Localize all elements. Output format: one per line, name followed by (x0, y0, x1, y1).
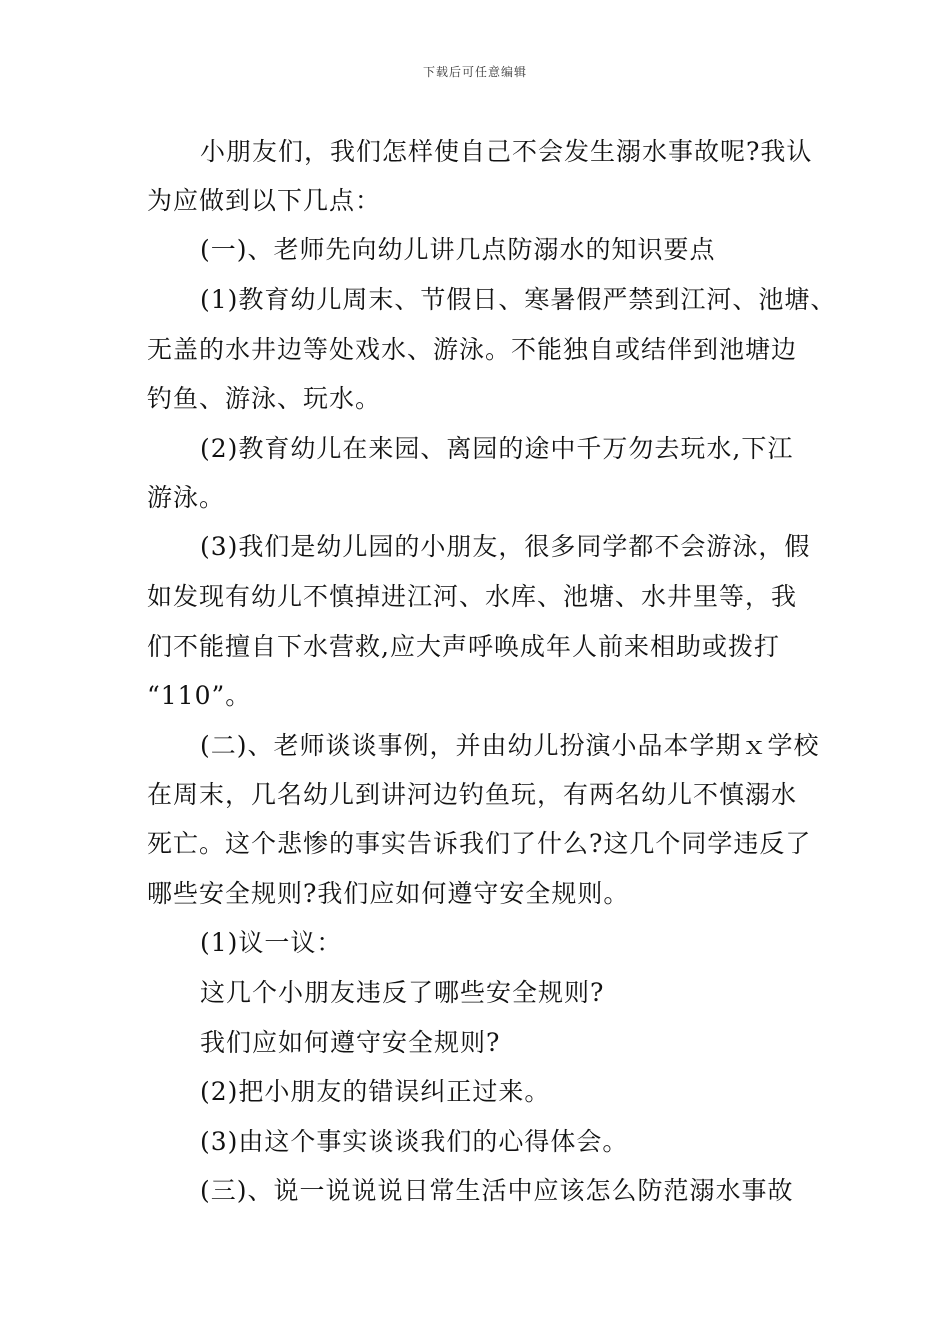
paragraph-line: (1)教育幼儿周末、节假日、寒暑假严禁到江河、池塘、 (200, 285, 837, 314)
paragraph-line: (3)我们是幼儿园的小朋友，很多同学都不会游泳，假 (200, 532, 811, 561)
paragraph-line: 在周末，几名幼儿到讲河边钓鱼玩，有两名幼儿不慎溺水 (147, 780, 798, 809)
paragraph-line: “110”。 (147, 681, 252, 710)
paragraph-line: 无盖的水井边等处戏水、游泳。不能独自或结伴到池塘边 (147, 335, 798, 364)
paragraph-line: 们不能擅自下水营救,应大声呼唤成年人前来相助或拨打 (147, 632, 780, 661)
page-header: 下载后可任意编辑 (422, 65, 527, 79)
paragraph-line: 哪些安全规则?我们应如何遵守安全规则。 (147, 879, 630, 908)
paragraph-line: 小朋友们，我们怎样使自己不会发生溺水事故呢?我认 (200, 137, 813, 166)
paragraph-line: (1)议一议： (200, 928, 343, 957)
paragraph-line: (二)、老师谈谈事例，并由幼儿扮演小品本学期ｘ学校 (200, 731, 820, 760)
paragraph-line: 如发现有幼儿不慎掉进江河、水库、池塘、水井里等，我 (147, 582, 798, 611)
paragraph-line: 钓鱼、游泳、玩水。 (147, 384, 382, 413)
paragraph-line: (一)、老师先向幼儿讲几点防溺水的知识要点 (200, 235, 716, 264)
paragraph-line: (3)由这个事实谈谈我们的心得体会。 (200, 1127, 629, 1156)
paragraph-line: (2)教育幼儿在来园、离园的途中千万勿去玩水,下江 (200, 434, 794, 463)
paragraph-line: 我们应如何遵守安全规则? (200, 1028, 501, 1057)
paragraph-line: (三)、说一说说说日常生活中应该怎么防范溺水事故 (200, 1176, 794, 1205)
paragraph-line: 这几个小朋友违反了哪些安全规则? (200, 978, 605, 1007)
paragraph-line: 死亡。这个悲惨的事实告诉我们了什么?这几个同学违反了 (147, 829, 812, 858)
paragraph-line: 为应做到以下几点： (147, 186, 382, 215)
paragraph-line: (2)把小朋友的错误纠正过来。 (200, 1077, 551, 1106)
paragraph-line: 游泳。 (147, 483, 226, 512)
